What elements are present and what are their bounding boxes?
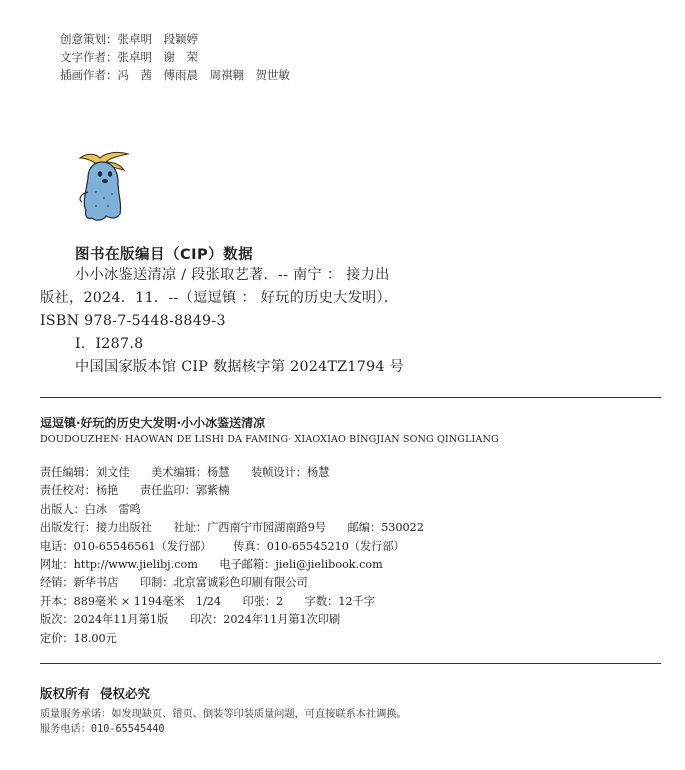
info-row-phone: 电话：010-65546561（发行部） 传真：010-65545210（发行部）	[40, 539, 405, 553]
book-title: 逗逗镇·好玩的历史大发明·小小冰鉴送清凉	[40, 416, 266, 430]
info-row-price: 定价：18.00元	[40, 631, 117, 645]
info-row-editors: 责任编辑：刘文佳 美术编辑：杨慧 装帧设计：杨慧	[40, 466, 330, 479]
divider-top	[40, 397, 661, 398]
publication-info	[40, 464, 424, 648]
info-row-proof: 责任校对：杨艳 责任监印：郭紫楠	[40, 484, 230, 498]
info-row-web: 网址：http://www.jielibj.com 电子邮箱：jieli@jielibook.com	[40, 558, 383, 572]
cip-record	[40, 264, 404, 379]
credits-block	[60, 30, 290, 84]
info-row-distribution: 经销：新华书店 印制：北京富诚彩色印刷有限公司	[40, 576, 308, 590]
cip-isbn: ISBN 978-7-5448-8849-3	[40, 313, 226, 329]
credit-line-writers: 文字作者：张卓明 谢 荣	[60, 50, 198, 64]
cip-heading: 图书在版编目（CIP）数据	[75, 247, 254, 263]
credit-line-planning: 创意策划：张卓明 段颖婷	[60, 32, 198, 46]
info-row-publisher: 出版发行：接力出版社 社址：广西南宁市园湖南路9号 邮编：530022	[40, 521, 424, 535]
mascot-illustration	[66, 148, 136, 224]
cip-record-number: 中国国家版本馆 CIP 数据核字第 2024TZ1794 号	[75, 359, 405, 375]
service-phone: 服务电话：010-65545440	[40, 724, 165, 735]
credit-line-illustrators: 插画作者：冯 茜 傅雨晨 周祺翱 贺世敏	[60, 68, 290, 82]
divider-bottom	[40, 663, 661, 664]
cip-classification: Ⅰ．I287.8	[75, 336, 144, 352]
quality-service	[40, 707, 407, 737]
cip-line-1: 小小冰鉴送清凉 / 段张取艺著．-- 南宁 ： 接力出	[75, 267, 390, 283]
info-row-edition: 版次：2024年11月第1版 印次：2024年11月第1次印刷	[40, 613, 341, 627]
book-title-pinyin: DOUDOUZHEN· HAOWAN DE LISHI DA FAMING· XIAOXIAO BINGJIAN SONG QINGLIANG	[40, 434, 499, 445]
info-row-publisher-person: 出版人：白冰 雷鸣	[40, 502, 141, 516]
copyright-notice: 版权所有 侵权必究	[40, 686, 151, 701]
info-row-format: 开本：889毫米 × 1194毫米 1/24 印张：2 字数：12千字	[40, 594, 375, 608]
cip-line-2: 版社，2024．11．--（逗逗镇 ： 好玩的历史大发明）．	[40, 290, 399, 306]
quality-promise: 质量服务承诺：如发现缺页、错页、倒装等印装质量问题，可直接联系本社调换。	[40, 709, 407, 720]
